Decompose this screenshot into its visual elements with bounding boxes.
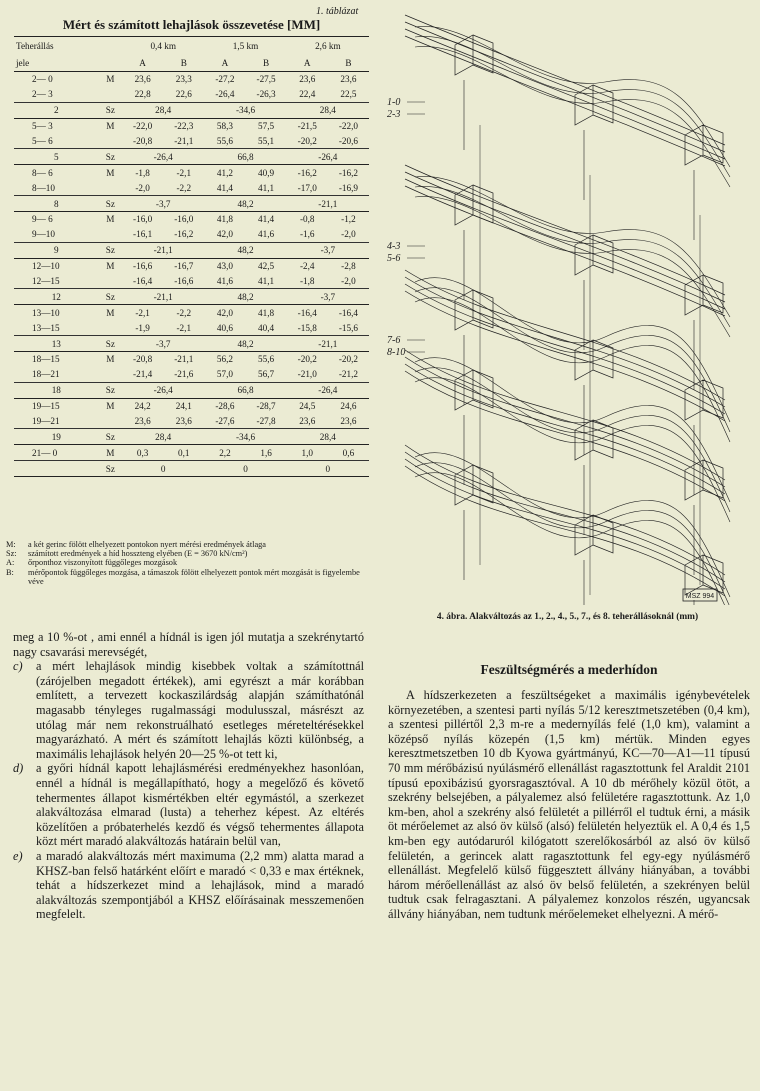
figure-line <box>575 340 613 380</box>
table-cell: -1,6 <box>299 229 315 240</box>
table-cell: -3,7 <box>287 242 369 258</box>
table-cell: -2,2 <box>176 182 192 193</box>
table-cell: 9— 6 <box>32 214 53 225</box>
table-cell: -16,4 <box>297 307 317 318</box>
table-cell: 5— 6 <box>32 136 53 146</box>
table-cell: -3,7 <box>287 289 369 305</box>
table-cell: -1,2 <box>341 214 356 225</box>
table-row <box>14 196 369 212</box>
table-cell: 19—21 <box>32 416 60 427</box>
table-cell: -27,6 <box>215 416 235 427</box>
table-row <box>14 87 369 102</box>
figure-line <box>405 291 725 421</box>
table-cell: -16,4 <box>133 276 153 287</box>
figure-line <box>575 235 613 275</box>
table-cell: 56,7 <box>258 369 275 380</box>
table-cell: -34,6 <box>204 102 286 118</box>
table-cell: -27,8 <box>256 416 276 427</box>
figure-line <box>575 515 613 555</box>
table-cell: -20,2 <box>297 354 317 365</box>
table-cell: 41,8 <box>258 307 275 318</box>
table-row <box>14 118 369 133</box>
table-cell: 12—10 <box>32 261 60 272</box>
table-cell: 9 <box>14 242 99 258</box>
table-cell: 0,4 km <box>122 37 204 55</box>
table-cell: jele <box>14 54 99 72</box>
table-cell: 21— 0 <box>32 447 58 458</box>
table-cell: A <box>287 54 328 72</box>
table-cell: -2,1 <box>176 167 192 178</box>
legend-key: Sz: <box>6 549 17 559</box>
table-cell: -26,4 <box>287 382 369 398</box>
table-cell: 43,0 <box>216 261 233 272</box>
legend-item <box>6 549 370 558</box>
table-cell: M <box>106 401 115 412</box>
table-cell: 23,6 <box>134 416 151 427</box>
table-cell: 23,6 <box>134 74 151 85</box>
table-cell: 22,8 <box>134 89 151 100</box>
table-cell: 13—10 <box>32 307 60 318</box>
table-row <box>14 227 369 242</box>
figure-line <box>455 290 493 330</box>
deflection-table <box>14 36 369 477</box>
table-cell: -26,4 <box>215 89 235 100</box>
table-cell: -15,8 <box>297 322 317 333</box>
table-cell: B <box>163 54 204 72</box>
figure-line <box>405 459 725 589</box>
table-cell: A <box>204 54 245 72</box>
table-cell: 41,4 <box>216 182 233 193</box>
table-cell: 55,6 <box>258 354 275 365</box>
table-cell: 0 <box>204 461 286 477</box>
table-legend <box>6 540 370 586</box>
table-row <box>14 382 369 398</box>
table-cell: 22,6 <box>175 89 192 100</box>
table-cell: -16,6 <box>133 261 153 272</box>
table-cell: M <box>106 354 115 365</box>
legend-key: B: <box>6 567 14 577</box>
figure-line <box>415 463 730 605</box>
table-cell: -16,9 <box>338 182 358 193</box>
table-cell: -21,1 <box>287 336 369 352</box>
figure-line <box>405 179 725 309</box>
table-cell: -21,1 <box>174 354 194 365</box>
list-text: a maradó alakváltozás mért maximuma (2,2 mm) alatta marad a KHSZ-ban felső határként előírt e maradó < 0,33 e max értéknek, tehát a hídszerkezet mind a lehajlások, mind a maradó alakváltozás szempontjából a KHSZ előírásainak messzemenően megfelelt. <box>36 848 364 922</box>
table-cell: 23,6 <box>175 416 192 427</box>
table-cell <box>99 180 122 195</box>
table-cell: 12 <box>14 289 99 305</box>
table-cell: Sz <box>99 102 122 118</box>
table-cell: Sz <box>99 289 122 305</box>
table-cell: M <box>106 167 115 178</box>
figure-line <box>405 277 725 407</box>
table-row <box>14 274 369 289</box>
table-cell: 28,4 <box>287 429 369 445</box>
table-cell: -20,6 <box>338 136 358 146</box>
table-cell: M <box>106 214 115 225</box>
table-cell <box>99 367 122 382</box>
table-cell: 24,6 <box>340 401 357 412</box>
list-item <box>13 659 364 761</box>
table-cell: -21,2 <box>338 369 358 380</box>
table-cell: 28,4 <box>122 429 204 445</box>
legend-key: A: <box>6 558 15 568</box>
table-cell: 41,4 <box>258 214 275 225</box>
table-cell: 19—15 <box>32 401 60 412</box>
table-cell: 23,6 <box>299 416 316 427</box>
table-cell: -16,6 <box>174 276 194 287</box>
table-cell: -2,1 <box>135 307 150 318</box>
figure-line <box>415 46 730 187</box>
table-cell: 1,6 <box>260 447 272 458</box>
table-cell: -21,1 <box>122 242 204 258</box>
table-cell: -16,0 <box>174 214 194 225</box>
table-caption: 1. táblázat <box>316 6 359 17</box>
table-cell: -2,0 <box>341 276 356 287</box>
table-cell <box>99 87 122 102</box>
table-cell: 8—10 <box>32 182 55 193</box>
table-cell: 24,1 <box>175 401 192 412</box>
table-cell: -27,5 <box>256 74 276 85</box>
table-cell: -1,8 <box>135 167 150 178</box>
table-cell: 57,0 <box>216 369 233 380</box>
table-cell <box>99 227 122 242</box>
figure-stamp: MSZ 994 <box>685 593 715 600</box>
table-cell: 66,8 <box>204 149 286 165</box>
table-cell: -22,3 <box>174 121 194 132</box>
table-cell: M <box>106 447 115 458</box>
list-text: a győri hídnál kapott lehajlásmérési eredményekhez hasonlóan, ennél a hídnál is megállapítható, hogy a megelőző és követő tehermentes állapot kismértékben eltér egymástól, a szerkezet alakváltozása elmarad (lusta) a teherhez képest. Az eltérés közelítően a próbaterhelés kezdő és végső tehermentes állapota közt mért maradó alakváltozás határain belül van, <box>36 761 364 849</box>
table-cell: -16,0 <box>133 214 153 225</box>
list-item <box>13 761 364 849</box>
figure-line <box>405 165 725 295</box>
table-cell: 8— 6 <box>32 167 53 178</box>
table-cell: -16,7 <box>174 261 194 272</box>
list-marker: d) <box>13 761 24 776</box>
table-cell: -21,0 <box>297 369 317 380</box>
table-cell: 66,8 <box>204 382 286 398</box>
table-cell: -21,4 <box>133 369 153 380</box>
table-cell: -16,2 <box>297 167 317 178</box>
table-cell: -2,1 <box>176 322 192 333</box>
table-cell: 2 <box>14 102 99 118</box>
table-cell: B <box>246 54 287 72</box>
figure-label: 5-6 <box>387 253 401 264</box>
table-cell: -27,2 <box>215 74 235 85</box>
table-cell: 8 <box>14 196 99 212</box>
right-body-paragraph: A hídszerkezeten a feszültségeket a maximális igénybevételek környezetében, a szentesi parti nyílás 5/12 keresztmetszetében (0,4 km), a szentesi pillértől 2,3 m-re a medernyílás felé (1,0 km), valamint a középső nyílás közepén (1,5 km) mértük. Minden egyes keresztmetszetben 10 db Kyowa gyártmányú, KC—70—A1—11 típusú 70 mm mérőbázisú nyúlásmérő ellenállást ragasztottunk fel Araldit 2101 típusú epoxibázisú gyorsragasztóval. A 10 db mérőhely közül ötöt, a szekrény belsejében, a pályalemez alsó felületére ragasztottunk. Az 1,0 km-ben, ahol a szekrény alsó felületét a pillérről el tudtuk érni, a másik öt mérőelemet az alsó öv külső (alsó) felületén helyeztük el. A 0,4 és 1,5 km-ben egy autódaruról kilógatott szerelőkosárból az alsó öv külső felületén, a gerincek alatt ragasztottunk fel egy-egy nyúlásmérő ellenállást. Megfelelő külső függesztett állvány hiányában, a további három mérőellenállást az alsó öv belső felületén, a szekrényen belül tudtuk csak felragasztani. A pályalemez konzolos részén, ugyancsak állvány hiányában, nem tudtunk mérőelemeket elhelyezni. A mérő- <box>388 688 750 921</box>
table-cell: -17,0 <box>297 182 317 193</box>
table-cell: 23,6 <box>340 74 357 85</box>
table-row <box>14 352 369 367</box>
table-cell: -26,3 <box>256 89 276 100</box>
figure-line <box>405 29 725 159</box>
legend-item <box>6 540 370 549</box>
table-cell: Sz <box>99 461 122 477</box>
table-cell: -16,2 <box>174 229 194 240</box>
table-cell: M <box>106 307 115 318</box>
table-cell: Sz <box>99 382 122 398</box>
legend-text: a két gerinc fölött elhelyezett pontokon nyert mérési eredmények átlaga <box>28 540 266 549</box>
table-cell: -21,1 <box>122 289 204 305</box>
legend-text: őrponthoz viszonyított függőleges mozgások <box>28 558 178 568</box>
table-cell: M <box>106 74 115 85</box>
table-cell <box>99 320 122 335</box>
table-cell: -2,0 <box>135 182 150 193</box>
figure-line <box>405 15 725 145</box>
table-cell: -26,4 <box>122 149 204 165</box>
table-cell: 9—10 <box>32 229 55 240</box>
table-row <box>14 242 369 258</box>
table-cell: 18—21 <box>32 369 60 380</box>
figure-line <box>415 473 730 605</box>
table-cell: Sz <box>99 336 122 352</box>
table-cell: -34,6 <box>204 429 286 445</box>
table-row <box>14 336 369 352</box>
figure-line <box>415 196 730 337</box>
table-row <box>14 429 369 445</box>
table-cell: 2— 0 <box>32 74 53 85</box>
table-cell: 42,5 <box>258 261 275 272</box>
deformation-figure <box>385 5 750 605</box>
table-cell: 42,0 <box>216 229 233 240</box>
table-cell: 48,2 <box>204 336 286 352</box>
table-cell: -2,4 <box>299 261 315 272</box>
table-cell: -3,7 <box>122 336 204 352</box>
table-cell: 55,1 <box>258 136 275 146</box>
table-row <box>14 320 369 335</box>
table-cell: -16,4 <box>338 307 358 318</box>
table-cell: 18 <box>14 382 99 398</box>
table-cell: 18—15 <box>32 354 60 365</box>
figure-line <box>415 298 730 442</box>
table-cell: Sz <box>99 196 122 212</box>
table-cell: -22,0 <box>338 121 358 132</box>
table-cell: -22,0 <box>133 121 153 132</box>
table-cell: -3,7 <box>122 196 204 212</box>
table-cell: -20,8 <box>133 354 153 365</box>
table-cell: 58,3 <box>216 121 233 132</box>
table-row <box>14 134 369 149</box>
table-cell: 5 <box>14 149 99 165</box>
figure-line <box>405 36 725 166</box>
right-column-text <box>388 688 750 922</box>
figure-line <box>455 185 493 225</box>
legend-key: M: <box>6 540 16 549</box>
table-header-row <box>14 37 369 55</box>
list-marker: e) <box>13 848 23 863</box>
table-row <box>14 165 369 180</box>
table-cell: 23,6 <box>340 416 357 427</box>
table-cell: 23,3 <box>175 74 192 85</box>
table-cell: 0 <box>287 461 369 477</box>
table-cell: 2,2 <box>219 447 231 458</box>
table-cell: -28,6 <box>215 401 235 412</box>
table-cell: 13 <box>14 336 99 352</box>
table-cell <box>99 54 122 72</box>
list-marker: c) <box>13 659 23 674</box>
table-cell: 13—15 <box>32 322 60 333</box>
table-cell: Teherállás <box>14 37 122 55</box>
table-cell: B <box>328 54 369 72</box>
table-cell: -21,1 <box>174 136 194 146</box>
left-intro: meg a 10 %-ot , ami ennél a hídnál is igen jól mutatja a szekrénytartó nagy csavarási merevségét, <box>13 630 364 659</box>
figure-line <box>415 26 730 167</box>
table-cell: -20,2 <box>297 136 317 146</box>
table-cell: -15,6 <box>338 322 358 333</box>
table-cell: 41,6 <box>216 276 233 287</box>
table-cell: -1,8 <box>299 276 315 287</box>
table-row <box>14 102 369 118</box>
table-cell: 55,6 <box>216 136 233 146</box>
table-row <box>14 258 369 273</box>
figure-line <box>405 466 725 596</box>
figure-line <box>455 35 493 75</box>
table-row <box>14 72 369 87</box>
figure-label: 8-10 <box>387 347 406 358</box>
table-cell: 24,2 <box>134 401 151 412</box>
table-title: Mért és számított lehajlások összevetése [MM] <box>62 17 321 32</box>
table-cell: Sz <box>99 429 122 445</box>
legend-text: számított eredmények a híd hosszteng elyében (E = 3670 kN/cm²) <box>28 549 248 559</box>
table-cell: 0,3 <box>136 447 149 458</box>
legend-item <box>6 558 370 567</box>
table-cell: 40,6 <box>216 322 233 333</box>
table-row <box>14 398 369 413</box>
list-text: a mért lehajlások mindig kisebbek voltak a számítottnál (zárójelben megadott értékek), ami egyrészt a már korábban említett, a tervezett kockaszilárdság alapján számíthatónál magasabb tényleges rugalmassági modulusszal, másrészt az utólag már nem rekonstruálható esetleges méreteltérésekkel magyarázható. A mért és számított lehajlás közti különbség, a maximális lehajlások helyén 20—25 %-ot tett ki, <box>36 659 364 761</box>
table-cell: 40,4 <box>258 322 275 333</box>
table-cell: -26,4 <box>122 382 204 398</box>
table-cell: M <box>106 261 115 272</box>
table-cell: Sz <box>99 242 122 258</box>
table-cell: -16,2 <box>338 167 358 178</box>
table-row <box>14 212 369 227</box>
table-cell: -26,4 <box>287 149 369 165</box>
table-cell: -16,1 <box>133 229 153 240</box>
figure-label: 1-0 <box>387 97 401 108</box>
table-cell <box>99 134 122 149</box>
table-cell: 0,6 <box>342 447 355 458</box>
table-cell: 2— 3 <box>32 89 53 100</box>
list-item <box>13 849 364 922</box>
table-row <box>14 414 369 429</box>
table-cell: 19 <box>14 429 99 445</box>
table-cell: -20,8 <box>133 136 153 146</box>
table-cell: 2,6 km <box>287 37 369 55</box>
table-cell: 41,1 <box>258 276 275 287</box>
table-cell: 22,4 <box>299 89 316 100</box>
table-cell: 0,1 <box>178 447 190 458</box>
figure-line <box>415 378 730 522</box>
table-cell: 1,0 <box>301 447 313 458</box>
section-title: Feszültségmérés a mederhídon <box>480 662 658 677</box>
table-cell: M <box>106 121 115 132</box>
table-row <box>14 180 369 195</box>
table-cell: 12—15 <box>32 276 60 287</box>
figure-label: 2-3 <box>387 109 401 120</box>
table-row <box>14 289 369 305</box>
figure-label: 4-3 <box>387 241 401 252</box>
table-cell: -1,9 <box>135 322 150 333</box>
table-cell <box>99 414 122 429</box>
table-cell: 57,5 <box>258 121 275 132</box>
table-cell: 56,2 <box>216 354 233 365</box>
table-cell: -28,7 <box>256 401 276 412</box>
figure-line <box>415 36 730 177</box>
table-cell: 22,5 <box>340 89 357 100</box>
table-cell: 0 <box>122 461 204 477</box>
legend-item <box>6 568 370 586</box>
table-header-row <box>14 54 369 72</box>
table-cell: 28,4 <box>122 102 204 118</box>
table-cell <box>99 274 122 289</box>
table-cell: 24,5 <box>299 401 316 412</box>
table-cell: 41,6 <box>258 229 275 240</box>
table-cell: 23,6 <box>299 74 316 85</box>
table-row <box>14 461 369 477</box>
table-cell: -21,6 <box>174 369 194 380</box>
figure-line <box>405 452 725 582</box>
table-cell: -20,2 <box>338 354 358 365</box>
table-row <box>14 445 369 461</box>
figure-line <box>405 186 725 316</box>
table-cell: 28,4 <box>287 102 369 118</box>
figure-line <box>455 465 493 505</box>
table-cell: 41,2 <box>216 167 233 178</box>
left-column-text <box>13 630 364 922</box>
figure-line <box>405 284 725 414</box>
table-cell: 1,5 km <box>204 37 286 55</box>
table-cell: 42,0 <box>216 307 233 318</box>
table-cell: A <box>122 54 163 72</box>
figure-label: 7-6 <box>387 335 401 346</box>
table-cell: 40,9 <box>258 167 275 178</box>
table-cell <box>14 461 99 477</box>
table-cell: -2,2 <box>176 307 192 318</box>
table-cell: -0,8 <box>299 214 315 225</box>
table-cell: 41,1 <box>258 182 275 193</box>
legend-text: mérőpontok függőleges mozgása, a támaszok fölött elhelyezett pontok mért mozgását is figyelembe véve <box>28 567 360 586</box>
table-cell: 41,8 <box>216 214 233 225</box>
table-row <box>14 149 369 165</box>
table-row <box>14 305 369 320</box>
table-cell: -21,1 <box>287 196 369 212</box>
table-cell: 5— 3 <box>32 121 53 132</box>
table-cell: -2,8 <box>341 261 356 272</box>
table-cell: 48,2 <box>204 196 286 212</box>
figure-caption: 4. ábra. Alakváltozás az 1., 2., 4., 5., 7., és 8. teherállásoknál (mm) <box>436 612 699 622</box>
table-row <box>14 367 369 382</box>
table-cell: Sz <box>99 149 122 165</box>
table-cell: -21,5 <box>297 121 317 132</box>
table-cell: -2,0 <box>341 229 356 240</box>
table-cell: 48,2 <box>204 289 286 305</box>
table-cell: 48,2 <box>204 242 286 258</box>
